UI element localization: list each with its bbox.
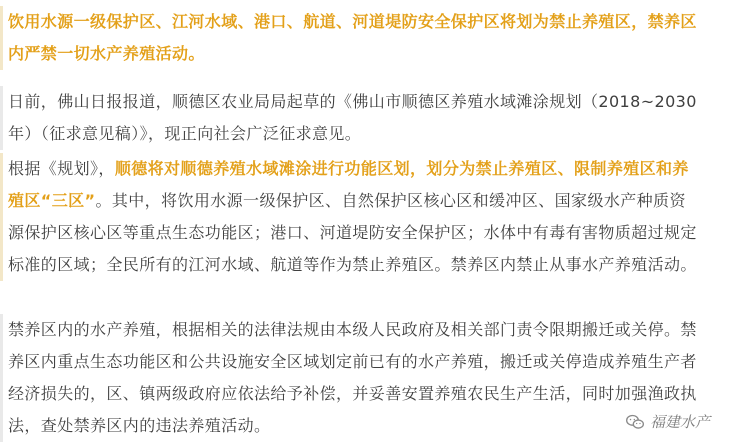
watermark-label: 福建水产 [649,413,710,431]
paragraph-text: 禁养区内的水产养殖，根据相关的法律法规由本级人民政府及相关部门责令限期搬迁或关停。禁养区内重点生态功能区和公共设施安全区域划定前已有的水产养殖，搬迁或关停造成养殖生产者经济损失的，区、镇两级政府应依法给予补偿，并妥善安置养殖农民生产生活，同时加强渔政执法，查处禁养区内的违法养殖活动。 [8,320,697,435]
watermark [625,411,710,432]
wechat-icon [625,412,645,432]
relocation-paragraph [0,314,730,442]
highlight-text: 顺德将对顺德养殖水域滩涂进行功能区划，划分为禁止养殖区、限制养殖区和养殖区“三区” [8,159,689,210]
news-paragraph [0,86,730,150]
paragraph-suffix: 。其中，将饮用水源一级保护区、自然保护区核心区和缓冲区、国家级水产种质资源保护区核心区等重点生态功能区；港口、河道堤防安全保护区；水体中有毒有害物质超过规定标准的区域；全民所有的江河水域、航道等作为禁止养殖区。禁养区内禁止从事水产养殖活动。 [8,191,697,274]
paragraph-prefix: 根据《规划》， [8,159,115,178]
highlight-paragraph-1 [0,6,730,70]
plan-paragraph [0,153,730,281]
highlight-text: 饮用水源一级保护区、江河水域、港口、航道、河道堤防安全保护区将划为禁止养殖区，禁养区内严禁一切水产养殖活动。 [8,12,697,63]
paragraph-text: 日前，佛山日报报道，顺德区农业局局起草的《佛山市顺德区养殖水域滩涂规划（2018~2030年）（征求意见稿）》，现正向社会广泛征求意见。 [8,92,697,143]
